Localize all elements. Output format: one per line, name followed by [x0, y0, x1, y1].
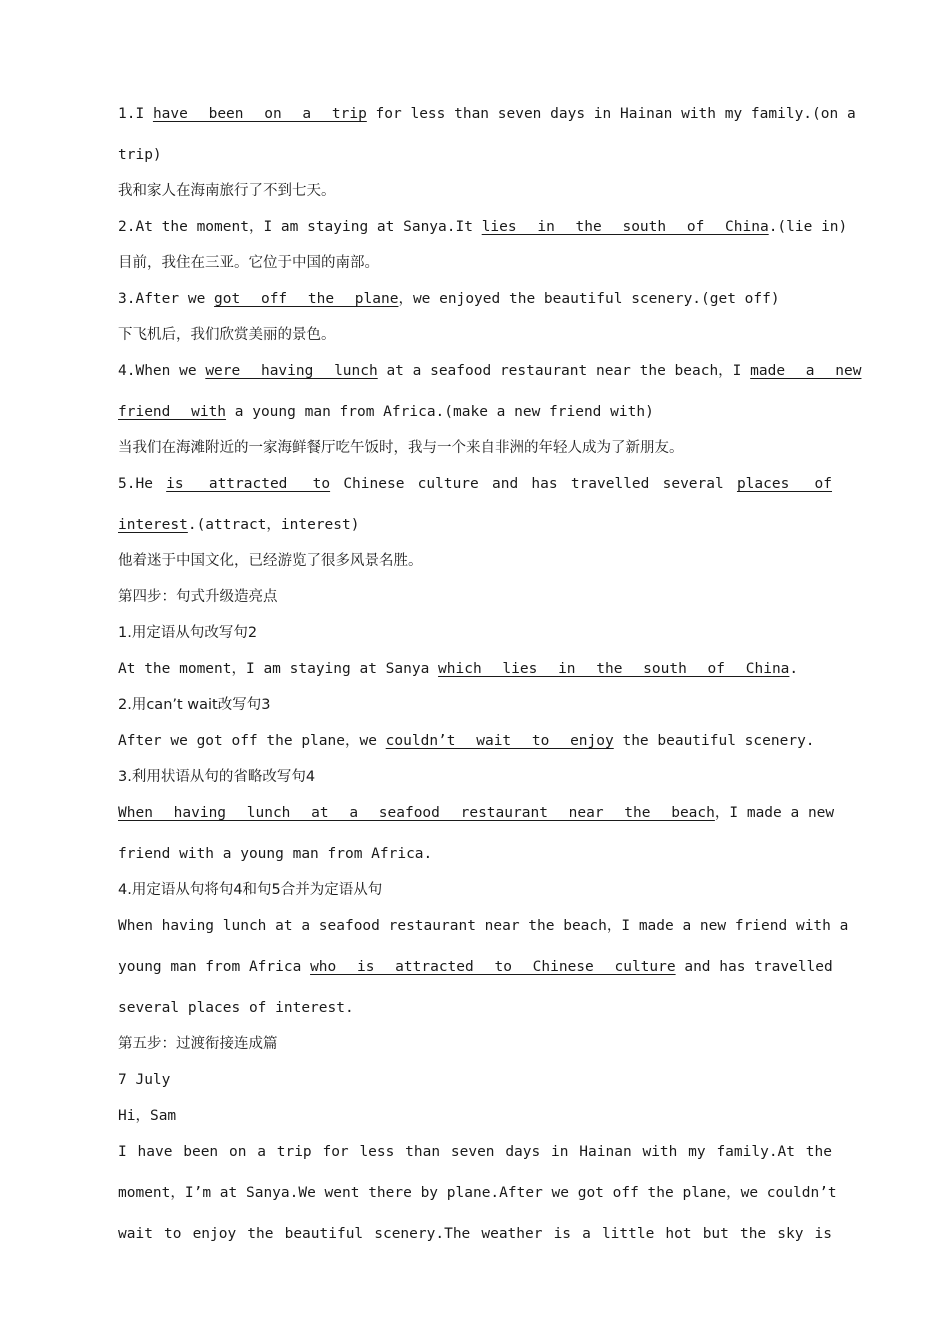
document-page — [118, 96, 862, 1257]
sentence-text: . — [789, 661, 799, 677]
sentence-1-continued: trip) — [118, 147, 162, 163]
sentence-text: for less than seven days in Hainan with my family.(on a — [375, 106, 856, 122]
task-4-line-3: several places of interest. — [118, 1000, 354, 1016]
sentence-4-translation: 当我们在海滩附近的一家海鲜餐厅吃午饭时，我与一个来自非洲的年轻人成为了新朋友。 — [118, 440, 684, 456]
task-2-answer — [118, 723, 832, 759]
sentence-5-translation: 他着迷于中国文化，已经游览了很多风景名胜。 — [118, 553, 423, 569]
sentence-hint: a young man from Africa.(make a new friend with) — [234, 404, 654, 420]
task-1-answer — [118, 651, 832, 687]
sentence-2-translation: 目前，我住在三亚。它位于中国的南部。 — [118, 255, 379, 271]
answer-blank: which lies in the south of China — [438, 661, 790, 677]
answer-blank: have been on a trip — [152, 106, 367, 122]
task-3-continued: friend with a young man from Africa. — [118, 846, 433, 862]
sentence-text: Chinese culture and has travelled several — [343, 476, 724, 492]
sentence-text: 3.After we — [118, 291, 206, 307]
sentence-5-continued — [118, 507, 832, 543]
answer-blank: is attracted to — [166, 476, 331, 492]
sentence-hint: .(attract，interest) — [187, 517, 360, 533]
sentence-number: 1.I — [118, 106, 145, 122]
step-5-heading: 第五步：过渡衔接连成篇 — [118, 1036, 278, 1052]
answer-blank: were having lunch — [205, 363, 378, 379]
answer-blank: made a new — [750, 363, 862, 379]
task-1-heading: 1.用定语从句改写句2 — [118, 625, 258, 641]
answer-blank: lies in the south of China — [481, 219, 769, 235]
sentence-text: 2.At the moment，I am staying at Sanya.It — [118, 219, 473, 235]
letter-date: 7 July — [118, 1072, 171, 1088]
answer-blank: places of — [736, 476, 833, 492]
sentence-4-continued — [118, 394, 832, 430]
task-4-line-1: When having lunch at a seafood restaurant near the beach，I made a new friend with a — [118, 918, 849, 934]
letter-line-1: I have been on a trip for less than seven days in Hainan with my family.At the — [118, 1144, 832, 1160]
answer-blank: friend with — [118, 404, 227, 420]
task-4-heading: 4.用定语从句将句4和句5合并为定语从句 — [118, 882, 383, 898]
sentence-text: at a seafood restaurant near the beach，I — [386, 363, 742, 379]
letter-greeting: Hi，Sam — [118, 1108, 177, 1124]
letter-line-2: moment，I’m at Sanya.We went there by plane.After we got off the plane，we couldn’t — [118, 1185, 837, 1201]
answer-blank: who is attracted to Chinese culture — [310, 959, 676, 975]
task-3-heading: 3.利用状语从句的省略改写句4 — [118, 769, 316, 785]
sentence-3-translation: 下飞机后，我们欣赏美丽的景色。 — [118, 327, 336, 343]
sentence-4 — [118, 353, 862, 394]
sentence-text: the beautiful scenery. — [622, 733, 815, 749]
sentence-text: ，I made a new — [714, 805, 835, 821]
sentence-text: young man from Africa — [118, 959, 302, 975]
sentence-text: 5.He — [118, 476, 153, 492]
answer-blank: got off the plane — [214, 291, 399, 307]
letter-line-3: wait to enjoy the beautiful scenery.The weather is a little hot but the sky is — [118, 1226, 832, 1242]
sentence-text: 4.When we — [118, 363, 197, 379]
sentence-text: and has travelled — [684, 959, 833, 975]
sentence-1-translation: 我和家人在海南旅行了不到七天。 — [118, 183, 336, 199]
sentence-1 — [118, 96, 856, 137]
answer-blank: When having lunch at a seafood restaurant near the beach — [118, 805, 715, 821]
answer-blank: interest — [118, 517, 188, 533]
step-4-heading: 第四步：句式升级造亮点 — [118, 589, 278, 605]
sentence-5 — [118, 466, 832, 507]
task-4-line-2 — [118, 949, 832, 990]
sentence-text: At the moment，I am staying at Sanya — [118, 661, 430, 677]
task-2-heading: 2.用can’t wait改写句3 — [118, 697, 271, 713]
sentence-hint: ，we enjoyed the beautiful scenery.(get off) — [398, 291, 780, 307]
task-3-answer — [118, 795, 835, 836]
sentence-2 — [118, 209, 848, 245]
answer-blank: couldn’t wait to enjoy — [385, 733, 614, 749]
sentence-text: After we got off the plane，we — [118, 733, 377, 749]
sentence-3 — [118, 281, 832, 317]
sentence-hint: .(lie in) — [768, 219, 848, 235]
